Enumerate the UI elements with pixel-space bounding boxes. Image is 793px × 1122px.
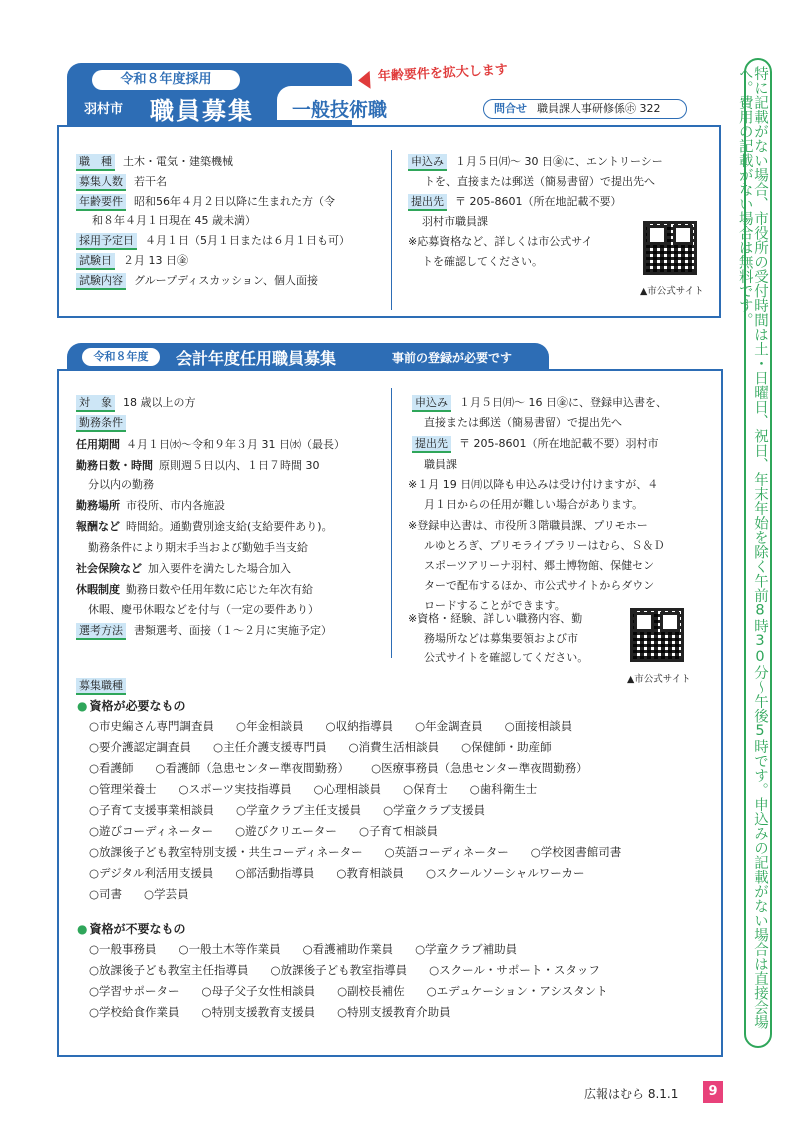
s2-submit-line2: 職員課 xyxy=(424,458,457,471)
job-line xyxy=(89,941,539,957)
job-item: ○放課後子ども教室主任指導員 xyxy=(89,963,249,977)
s1-value-content: グループディスカッション、個人面接 xyxy=(134,274,319,287)
s1-row-type xyxy=(76,152,233,171)
section2-title: 会計年度任用職員募集 xyxy=(176,349,337,368)
job-item: ○教育相談員 xyxy=(336,866,404,880)
job-item: ○年金相談員 xyxy=(236,719,304,733)
s2-period-label: 任用期間 xyxy=(76,438,120,451)
job-line xyxy=(89,823,460,839)
s1-value-age: 昭和56年４月２日以降に生まれた方（令 xyxy=(134,195,335,208)
s2-place-row xyxy=(76,496,225,515)
job-item: ○特別支援教育介助員 xyxy=(337,1005,451,1019)
s2-insurance-row xyxy=(76,559,291,578)
s1-value-type: 土木・電気・建築機械 xyxy=(123,155,233,168)
job-line xyxy=(89,983,630,999)
job-item: ○歯科衛生士 xyxy=(469,782,538,796)
s2-apply-label: 申込み xyxy=(412,395,451,412)
job-item: ○学校図書館司書 xyxy=(530,845,622,859)
s2-target-value: 18 歳以上の方 xyxy=(123,396,196,409)
s2-target-label: 対 象 xyxy=(76,395,115,412)
s2-note-c1: ※資格・経験、詳しい職務内容、勤 xyxy=(408,612,583,625)
s1-apply-line2: トを、直接または郵送（簡易書留）で提出先へ xyxy=(424,175,655,188)
s2-note-b3: スポーツアリーナ羽村、郷土博物館、保健セン xyxy=(424,559,655,572)
notrequired-title-text: 資格が不要なもの xyxy=(89,922,186,936)
s1-value-age-cont: 和８年４月１日現在 45 歳未満） xyxy=(92,214,256,227)
s2-note-b5: ロードすることができます。 xyxy=(424,599,566,612)
s1-label-age: 年齢要件 xyxy=(76,194,126,211)
section1-divider xyxy=(391,150,392,310)
job-item: ○特別支援教育支援員 xyxy=(201,1005,316,1019)
job-item: ○学童クラブ支援員 xyxy=(383,803,486,817)
job-item: ○エデュケーション・アシスタント xyxy=(426,984,608,998)
s1-value-count: 若干名 xyxy=(134,175,167,188)
job-item: ○学習サポーター xyxy=(89,984,180,998)
s1-apply-row xyxy=(408,152,663,171)
job-item: ○看護師 xyxy=(89,761,134,775)
section1-city: 羽村市 xyxy=(84,102,124,117)
qr-caption-2: ▲市公式サイト xyxy=(627,674,691,685)
s2-leave-label: 休暇制度 xyxy=(76,583,120,596)
side-note: 特に記載がない場合、市役所の受付時間は土・日曜日、祝日、年末年始を除く午前8時30分～午後5時です。申込みの記載がない場合は直接会場へ。費用の記載がない場合は無料です。 xyxy=(744,58,772,1048)
job-item: ○学童クラブ補助員 xyxy=(415,942,518,956)
contact-box xyxy=(483,99,687,119)
s1-submit-label: 提出先 xyxy=(408,194,447,211)
job-line xyxy=(89,886,211,902)
s2-note-b1: ※登録申込書は、市役所３階職員課、プリモホー xyxy=(408,519,648,532)
age-expansion-text: 年齢要件を拡大します xyxy=(377,62,509,85)
qr-code-2[interactable] xyxy=(630,608,684,662)
s2-apply-line1: １月５日㈪～ 16 日㊎に、登録申込書を、 xyxy=(459,396,667,409)
s2-submit-label: 提出先 xyxy=(412,436,451,453)
job-item: ○心理相談員 xyxy=(313,782,382,796)
s2-note-c2: 務場所などは募集要領および市 xyxy=(424,632,578,645)
s2-note-b4: ターで配布するほか、市公式サイトからダウン xyxy=(424,579,655,592)
s2-pay-value1: 時間給。通勤費別途支給(支給要件あり)。 xyxy=(126,520,333,533)
s1-label-count: 募集人数 xyxy=(76,174,126,191)
s1-row-age xyxy=(76,192,335,211)
s2-pay-value2: 勤務条件により期末手当および勤勉手当支給 xyxy=(88,541,308,554)
job-item: ○学校給食作業員 xyxy=(89,1005,180,1019)
job-item: ○保健師・助産師 xyxy=(461,740,552,754)
contact-value: 職員課人事研修係㋭ 322 xyxy=(537,102,661,115)
job-item: ○一般事務員 xyxy=(89,942,157,956)
s2-select-value: 書類選考、面接（１～２月に実施予定） xyxy=(134,624,332,637)
job-item: ○管理栄養士 xyxy=(89,782,157,796)
s2-place-label: 勤務場所 xyxy=(76,499,120,512)
s1-value-exam: ２月 13 日㊎ xyxy=(123,254,188,267)
s1-apply-label: 申込み xyxy=(408,154,447,171)
qr-code-1[interactable] xyxy=(643,221,697,275)
s1-label-type: 職 種 xyxy=(76,154,115,171)
job-line xyxy=(89,1004,473,1020)
required-title-text: 資格が必要なもの xyxy=(89,699,186,713)
s2-leave-value1: 勤務日数や任用年数に応じた年次有給 xyxy=(126,583,313,596)
contact-label: 問合せ xyxy=(494,102,527,115)
job-item: ○主任介護支援専門員 xyxy=(213,740,327,754)
job-item: ○スポーツ実技指導員 xyxy=(178,782,292,796)
s2-submit-row xyxy=(412,434,658,453)
s1-row-count xyxy=(76,172,167,191)
s2-place-value: 市役所、市内各施設 xyxy=(126,499,225,512)
job-item: ○子育て支援事業相談員 xyxy=(89,803,215,817)
job-item: ○年金調査員 xyxy=(415,719,483,733)
section1-title: 職員募集 xyxy=(150,97,254,125)
notrequired-title xyxy=(77,920,186,937)
job-item: ○面接相談員 xyxy=(504,719,573,733)
s2-insurance-value: 加入要件を満たした場合加入 xyxy=(148,562,291,575)
job-item: ○司書 xyxy=(89,887,123,901)
section2-note: 事前の登録が必要です xyxy=(392,351,513,365)
job-line xyxy=(89,844,643,860)
s2-note-a1: ※１月 19 日㈪以降も申込みは受け付けますが、４ xyxy=(408,478,659,491)
s2-conditions-row xyxy=(76,413,134,432)
s1-note1: ※応募資格など、詳しくは市公式サイ xyxy=(408,235,593,248)
s2-pay-row xyxy=(76,517,333,536)
s1-submit-line2: 羽村市職員課 xyxy=(422,215,488,228)
s1-submit-row xyxy=(408,192,621,211)
section1-badge: 令和８年度採用 xyxy=(92,70,240,90)
job-item: ○要介護認定調査員 xyxy=(89,740,192,754)
job-item: ○消費生活相談員 xyxy=(348,740,440,754)
s2-hours-value1: 原則週５日以内、１日７時間 30 xyxy=(159,459,320,472)
section1-subtitle: 一般技術職 xyxy=(292,99,388,121)
s2-note-b2: ルゆとろぎ、プリモライブラリーはむら、Ｓ＆Ｄ xyxy=(424,539,665,552)
job-line xyxy=(89,865,607,881)
job-item: ○医療事務員（急患センター準夜間勤務） xyxy=(371,761,588,775)
job-item: ○遊びコーディネーター xyxy=(89,824,214,838)
job-item: ○市史編さん専門調査員 xyxy=(89,719,215,733)
job-line xyxy=(89,962,622,978)
s2-period-row xyxy=(76,435,345,454)
job-item: ○放課後子ども教室指導員 xyxy=(270,963,408,977)
bullet-icon: ● xyxy=(77,922,88,936)
page-number: 9 xyxy=(703,1081,723,1103)
job-line xyxy=(89,760,610,776)
job-line xyxy=(89,781,559,797)
s2-apply-row xyxy=(412,393,667,412)
s2-period-value: ４月１日㈬～令和９年３月 31 日㈬（最長） xyxy=(126,438,345,451)
s1-note2: トを確認してください。 xyxy=(422,255,543,268)
footer-text: 広報はむら 8.1.1 xyxy=(584,1087,679,1101)
job-item: ○部活動指導員 xyxy=(235,866,315,880)
s2-select-row xyxy=(76,621,332,640)
s1-apply-line1: １月５日㈪～ 30 日㊎に、エントリーシー xyxy=(455,155,663,168)
s1-row-content xyxy=(76,271,318,290)
job-line xyxy=(89,718,594,734)
s1-row-exam xyxy=(76,251,188,270)
s2-hours-row xyxy=(76,456,320,475)
job-item: ○一般土木等作業員 xyxy=(178,942,281,956)
s1-label-date: 採用予定日 xyxy=(76,233,137,250)
s2-hours-label: 勤務日数・時間 xyxy=(76,459,153,472)
job-item: ○英語コーディネーター xyxy=(384,845,509,859)
job-line xyxy=(89,739,574,755)
s2-insurance-label: 社会保険など xyxy=(76,562,142,575)
job-item: ○学芸員 xyxy=(144,887,189,901)
s2-submit-line1: 〒 205-8601（所在地記載不要）羽村市 xyxy=(459,437,659,450)
s1-value-date: ４月１日（5月１日または６月１日も可） xyxy=(145,234,350,247)
s2-conditions-label: 勤務条件 xyxy=(76,415,126,432)
job-item: ○スクール・サポート・スタッフ xyxy=(429,963,600,977)
section2-badge: 令和８年度 xyxy=(82,348,160,366)
job-item: ○保育士 xyxy=(403,782,448,796)
job-item: ○放課後子ども教室特別支援・共生コーディネーター xyxy=(89,845,363,859)
bullet-icon: ● xyxy=(77,699,88,713)
s2-hours-value2: 分以内の勤務 xyxy=(88,478,154,491)
age-expansion-tag xyxy=(357,59,528,94)
s2-pay-label: 報酬など xyxy=(76,520,120,533)
s2-note-a2: 月１日からの任用が難しい場合があります。 xyxy=(424,498,644,511)
job-item: ○収納指導員 xyxy=(325,719,394,733)
qr-caption-1: ▲市公式サイト xyxy=(640,286,704,297)
s2-apply-line2: 直接または郵送（簡易書留）で提出先へ xyxy=(424,416,622,429)
job-item: ○看護補助作業員 xyxy=(302,942,394,956)
job-item: ○デジタル利活用支援員 xyxy=(89,866,214,880)
required-title xyxy=(77,697,186,714)
s1-label-exam: 試験日 xyxy=(76,253,115,270)
s1-row-date xyxy=(76,231,350,250)
job-item: ○母子父子女性相談員 xyxy=(201,984,316,998)
s2-leave-value2: 休暇、慶弔休暇などを付与（一定の要件あり） xyxy=(88,603,319,616)
job-item: ○遊びクリエーター xyxy=(235,824,337,838)
job-item: ○看護師（急患センター準夜間勤務） xyxy=(155,761,350,775)
jobs-label: 募集職種 xyxy=(76,678,126,695)
job-item: ○副校長補佐 xyxy=(337,984,405,998)
s1-submit-line1: 〒 205-8601（所在地記載不要） xyxy=(455,195,622,208)
job-item: ○スクールソーシャルワーカー xyxy=(425,866,585,880)
s2-select-label: 選考方法 xyxy=(76,623,126,640)
section2-divider xyxy=(391,388,392,658)
job-item: ○学童クラブ主任支援員 xyxy=(236,803,362,817)
job-line xyxy=(89,802,507,818)
jobs-label-row xyxy=(76,676,134,695)
s2-target-row xyxy=(76,393,196,412)
s1-label-content: 試験内容 xyxy=(76,273,126,290)
s2-note-c3: 公式サイトを確認してください。 xyxy=(424,651,589,664)
s2-leave-row xyxy=(76,580,313,599)
job-item: ○子育て相談員 xyxy=(358,824,438,838)
